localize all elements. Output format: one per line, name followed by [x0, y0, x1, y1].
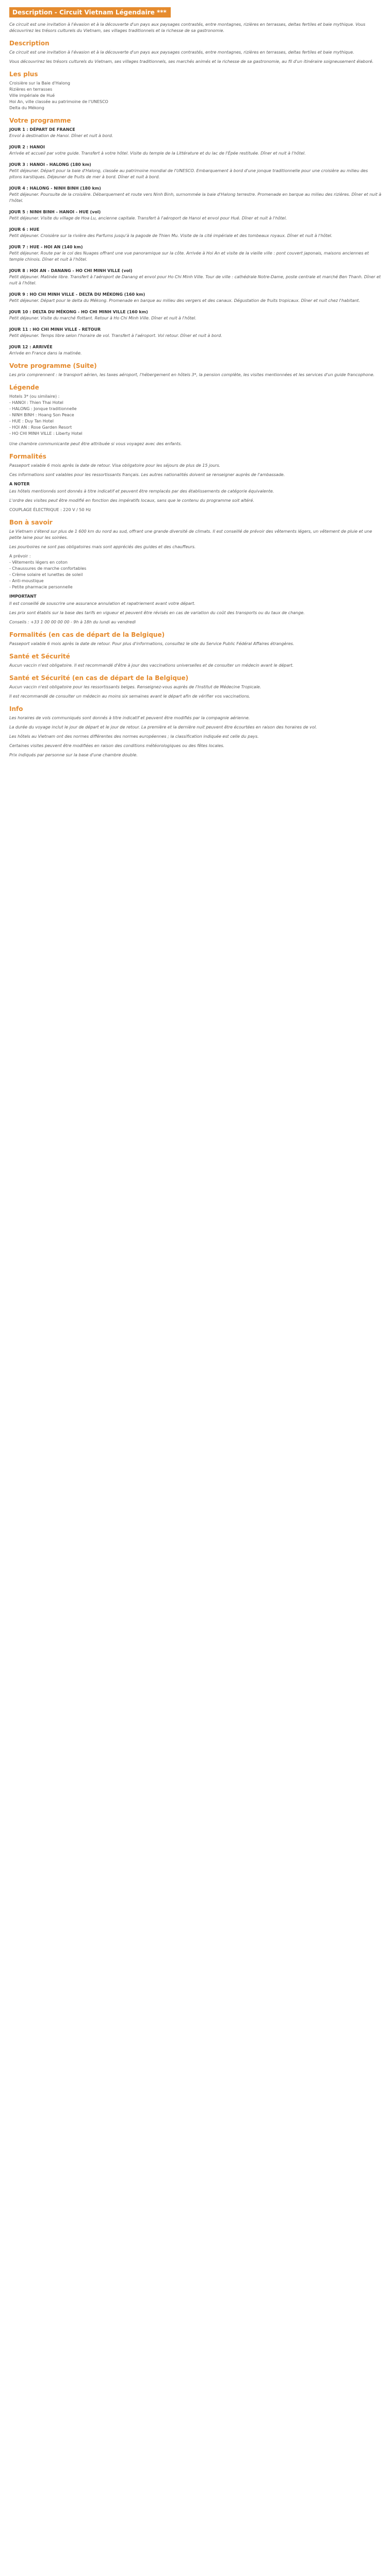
section-heading-notes: A NOTER — [9, 482, 30, 486]
day-text: Petit déjeuner. Visite du village de Hoa Lu, ancienne capitale. Transfert à l'aéroport de Hanoi et envol pour Hué. Dîner et nuit à l'hôtel. — [9, 216, 287, 221]
section-heading-formalities: Formalités — [9, 453, 46, 460]
good-to-know-paragraph: Le Vietnam s'étend sur plus de 1 600 km du nord au sud, offrant une grande diversité de climats. Il est conseillé de prévoir des vêtements légers, un vêtement de pluie et une petite laine pour les soirées. — [9, 529, 372, 540]
page-title: Description - Circuit Vietnam Légendaire *** — [9, 7, 171, 18]
section-heading-program: Votre programme — [9, 117, 71, 124]
section-heading-program-suite: Votre programme (Suite) — [9, 362, 97, 369]
day-text: Petit déjeuner. Poursuite de la croisière. Débarquement et route vers Ninh Binh, surnommée la baie d'Halong terrestre. Promenade en barque au milieu des rizières. Dîner et nuit à l'hôtel. — [9, 192, 382, 203]
description-paragraph: Ce circuit est une invitation à l'évasion et à la découverte d'un pays aux paysages contrastés, entre montagnes, rizières en terrasses, deltas fertiles et baie mythique. — [9, 50, 354, 55]
day-text: Petit déjeuner. Matinée libre. Transfert à l'aéroport de Danang et envol pour Ho Chi Minh Ville. Tour de ville : cathédrale Notre-Dame, poste centrale et marché Ben Thanh. Dîner et nuit à l'hôtel. — [9, 275, 381, 285]
program-day — [9, 144, 382, 157]
section-heading-important: IMPORTANT — [9, 594, 37, 599]
section-heading-description: Description — [9, 40, 50, 47]
notes-paragraph: Les hôtels mentionnés sont donnés à titre indicatif et peuvent être remplacés par des établissements de catégorie équivalente. — [9, 489, 274, 494]
health-text: Aucun vaccin n'est obligatoire. Il est recommandé d'être à jour des vaccinations universelles et de consulter un médecin avant le départ. — [9, 663, 294, 668]
highlight-item: Croisière sur la Baie d'Halong — [9, 81, 70, 86]
good-to-know-item: - Vêtements légers en coton — [9, 560, 68, 565]
day-title: JOUR 10 : DELTA DU MÉKONG - HO CHI MINH VILLE (160 km) — [9, 310, 148, 314]
program-day — [9, 309, 382, 321]
highlight-item: Ville impériale de Hué — [9, 93, 55, 98]
program-day — [9, 268, 382, 286]
legend-line: - HANOI : Thien Thai Hotel — [9, 400, 63, 405]
legend-line: - HO CHI MINH VILLE : Liberty Hotel — [9, 431, 83, 436]
program-day — [9, 227, 382, 239]
day-title: JOUR 5 : NINH BINH - HANOI - HUE (vol) — [9, 210, 101, 214]
important-paragraph: Les prix sont établis sur la base des tarifs en vigueur et peuvent être révisés en cas de variation du coût des transports ou du taux de change. — [9, 611, 305, 615]
info-paragraph: Certaines visites peuvent être modifiées en raison des conditions météorologiques ou des fêtes locales. — [9, 743, 224, 748]
formalities-paragraph: Ces informations sont valables pour les ressortissants français. Les autres nationalités doivent se renseigner auprès de l'ambassade. — [9, 472, 285, 477]
price-text: Les prix comprennent : le transport aérien, les taxes aéroport, l'hébergement en hôtels 3*, la pension complète, les visites mentionnées et les services d'un guide francophone. — [9, 372, 375, 377]
day-title: JOUR 6 : HUE — [9, 227, 40, 232]
info-paragraph: La durée du voyage inclut le jour de départ et le jour de retour. La première et la dernière nuit peuvent être écourtées en raison des horaires de vol. — [9, 725, 317, 730]
program-day — [9, 244, 382, 263]
highlight-item: Delta du Mékong — [9, 106, 44, 110]
day-text: Petit déjeuner. Route par le col des Nuages offrant une vue panoramique sur la côte. Arrivée à Hoi An et visite de la vieille ville : pont couvert japonais, maisons anciennes et temple chinois. Dîner et nuit à l'hôtel. — [9, 251, 369, 262]
legend-line: Hotels 3* (ou similaire) : — [9, 394, 60, 399]
legend-block — [9, 394, 382, 437]
day-title: JOUR 7 : HUE - HOI AN (140 km) — [9, 245, 83, 249]
good-to-know-list-heading: A prévoir : — [9, 554, 31, 558]
section-heading-highlights: Les plus — [9, 71, 38, 78]
program-day — [9, 344, 382, 357]
good-to-know-item: - Chaussures de marche confortables — [9, 566, 87, 571]
electrical-info: COUPLAGE ÉLECTRIQUE : 220 V / 50 Hz — [9, 507, 91, 512]
day-title: JOUR 11 : HO CHI MINH VILLE - RETOUR — [9, 327, 101, 332]
day-text: Arrivée et accueil par votre guide. Transfert à votre hôtel. Visite du temple de la Littérature et du lac de l'Épée restituée. Dîner et nuit à l'hôtel. — [9, 151, 306, 156]
section-heading-health-belgium: Santé et Sécurité (en cas de départ de la Belgique) — [9, 674, 189, 682]
formalities-belgium-text: Passeport valable 6 mois après la date de retour. Pour plus d'informations, consultez le site du Service Public Fédéral Affaires étrangères. — [9, 641, 295, 646]
info-paragraph: Les hôtels au Vietnam ont des normes différentes des normes européennes ; la classification indiquée est celle du pays. — [9, 734, 259, 739]
formalities-paragraph: Passeport valable 6 mois après la date de retour. Visa obligatoire pour les séjours de plus de 15 jours. — [9, 463, 221, 468]
health-belgium-paragraph: Aucun vaccin n'est obligatoire pour les ressortissants belges. Renseignez-vous auprès de l'Institut de Médecine Tropicale. — [9, 685, 262, 689]
intro-text: Ce circuit est une invitation à l'évasion et à la découverte d'un pays aux paysages contrastés, entre montagnes, rizières en terrasses, deltas fertiles et baie mythique. Vous découvrirez les trésors culturels du Vietnam, ses villages traditionnels et la richesse de sa gastronomie. — [9, 22, 366, 33]
program-days — [9, 127, 382, 357]
legend-note: Une chambre communicante peut être attribuée si vous voyagez avec des enfants. — [9, 442, 182, 446]
section-heading-good-to-know: Bon à savoir — [9, 519, 53, 526]
good-to-know-item: - Petite pharmacie personnelle — [9, 585, 73, 589]
day-text: Arrivée en France dans la matinée. — [9, 351, 82, 355]
section-heading-info: Info — [9, 705, 23, 713]
day-text: Petit déjeuner. Départ pour la baie d'Halong, classée au patrimoine mondial de l'UNESCO. Embarquement à bord d'une jonque traditionnelle pour une croisière au milieu des pitons karstiques. Déjeuner de fruits de mer à bord. Dîner et nuit à bord. — [9, 168, 368, 179]
program-day — [9, 327, 382, 339]
section-heading-formalities-belgium: Formalités (en cas de départ de la Belgique) — [9, 631, 165, 638]
day-title: JOUR 3 : HANOI - HALONG (180 km) — [9, 162, 91, 167]
page — [0, 0, 391, 770]
day-title: JOUR 1 : DÉPART DE FRANCE — [9, 127, 75, 132]
legend-line: - HUE : Duy Tan Hotel — [9, 419, 54, 423]
description-paragraph: Vous découvrirez les trésors culturels du Vietnam, ses villages traditionnels, ses marchés animés et la richesse de sa gastronomie, au fil d'un itinéraire soigneusement élaboré. — [9, 59, 374, 64]
program-day — [9, 127, 382, 139]
legend-line: - HOI AN : Rose Garden Resort — [9, 425, 72, 430]
section-heading-legend: Légende — [9, 384, 39, 391]
day-title: JOUR 8 : HOI AN - DANANG - HO CHI MINH VILLE (vol) — [9, 268, 133, 273]
day-text: Envol à destination de Hanoi. Dîner et nuit à bord. — [9, 133, 113, 138]
day-text: Petit déjeuner. Départ pour le delta du Mékong. Promenade en barque au milieu des vergers et des canaux. Dégustation de fruits tropicaux. Dîner et nuit chez l'habitant. — [9, 298, 360, 303]
good-to-know-paragraph: Les pourboires ne sont pas obligatoires mais sont appréciés des guides et des chauffeurs. — [9, 545, 196, 549]
legend-line: - NINH BINH : Hoang Son Peace — [9, 413, 74, 417]
day-title: JOUR 2 : HANOI — [9, 145, 45, 149]
day-title: JOUR 4 : HALONG - NINH BINH (180 km) — [9, 186, 101, 191]
info-paragraph: Les horaires de vols communiqués sont donnés à titre indicatif et peuvent être modifiés par la compagnie aérienne. — [9, 716, 250, 720]
good-to-know-list — [9, 560, 382, 590]
day-text: Petit déjeuner. Visite du marché flottant. Retour à Ho Chi Minh Ville. Dîner et nuit à l'hôtel. — [9, 316, 197, 320]
legend-line: - HALONG : Jonque traditionnelle — [9, 406, 77, 411]
program-day — [9, 162, 382, 180]
important-paragraph: Il est conseillé de souscrire une assurance annulation et rapatriement avant votre départ. — [9, 601, 196, 606]
important-contact: Conseils : +33 1 00 00 00 00 - 9h à 18h du lundi au vendredi — [9, 620, 136, 624]
day-title: JOUR 12 : ARRIVÉE — [9, 345, 53, 349]
day-text: Petit déjeuner. Croisière sur la rivière des Parfums jusqu'à la pagode de Thien Mu. Visite de la cité impériale et des tombeaux royaux. Dîner et nuit à l'hôtel. — [9, 233, 333, 238]
section-heading-health: Santé et Sécurité — [9, 653, 70, 660]
highlights-list — [9, 80, 382, 111]
day-title: JOUR 9 : HO CHI MINH VILLE - DELTA DU MÉKONG (160 km) — [9, 292, 145, 297]
highlight-item: Hoi An, ville classée au patrimoine de l'UNESCO — [9, 99, 108, 104]
program-day — [9, 292, 382, 304]
day-text: Petit déjeuner. Temps libre selon l'horaire de vol. Transfert à l'aéroport. Vol retour. Dîner et nuit à bord. — [9, 333, 222, 338]
program-day — [9, 209, 382, 222]
health-belgium-paragraph: Il est recommandé de consulter un médecin au moins six semaines avant le départ afin de vérifier vos vaccinations. — [9, 694, 251, 699]
info-note: Prix indiqués par personne sur la base d'une chambre double. — [9, 753, 138, 757]
good-to-know-item: - Anti-moustique — [9, 579, 44, 583]
program-day — [9, 185, 382, 204]
notes-paragraph: L'ordre des visites peut être modifié en fonction des impératifs locaux, sans que le contenu du programme soit altéré. — [9, 498, 254, 503]
good-to-know-item: - Crème solaire et lunettes de soleil — [9, 572, 83, 577]
highlight-item: Rizières en terrasses — [9, 87, 53, 92]
